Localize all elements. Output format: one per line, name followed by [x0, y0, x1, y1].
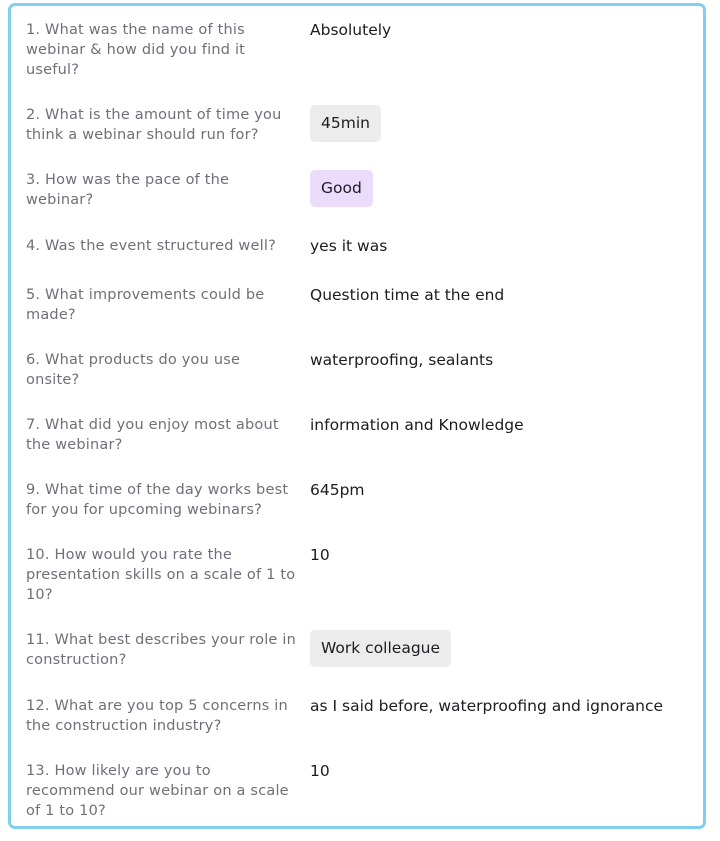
- question-label: 11. What best describes your role in construction?: [26, 632, 296, 668]
- question-label: 3. How was the pace of the webinar?: [26, 172, 230, 208]
- question-label: 1. What was the name of this webinar & how did you find it useful?: [26, 22, 246, 78]
- answer-value: Question time at the end: [310, 286, 505, 304]
- question-label: 6. What products do you use onsite?: [26, 352, 241, 388]
- answer-chip: 45min: [310, 105, 381, 142]
- answer-value: 645pm: [310, 481, 365, 499]
- question-label: 5. What improvements could be made?: [26, 287, 265, 323]
- answer-chip: Work colleague: [310, 630, 451, 667]
- answer-value: waterproofing, sealants: [310, 351, 494, 369]
- answer-value: Absolutely: [310, 21, 392, 39]
- question-label: 10. How would you rate the presentation skills on a scale of 1 to 10?: [26, 547, 296, 603]
- answer-value: information and Knowledge: [310, 416, 524, 434]
- question-label: 7. What did you enjoy most about the webinar?: [26, 417, 279, 453]
- question-label: 9. What time of the day works best for you for upcoming webinars?: [26, 482, 289, 518]
- answer-value: as I said before, waterproofing and ignorance: [310, 697, 664, 715]
- question-label: 13. How likely are you to recommend our webinar on a scale of 1 to 10?: [26, 763, 289, 819]
- question-label: 4. Was the event structured well?: [26, 238, 276, 254]
- survey-response-panel: [8, 3, 706, 829]
- question-label: 2. What is the amount of time you think a webinar should run for?: [26, 107, 282, 143]
- answer-value: 10: [310, 762, 330, 780]
- answer-value: 10: [310, 546, 330, 564]
- answer-value: yes it was: [310, 237, 388, 255]
- answer-chip: Good: [310, 170, 373, 207]
- question-label: 12. What are you top 5 concerns in the construction industry?: [26, 698, 288, 734]
